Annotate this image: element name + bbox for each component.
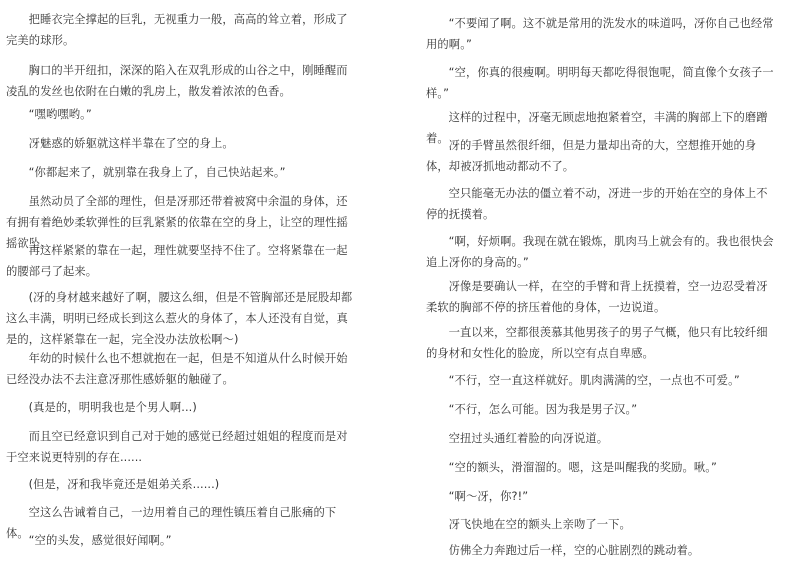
- paragraph: “嘿哟嘿哟。”: [28, 108, 92, 121]
- paragraph: 而且空已经意识到自己对于她的感觉已经超过姐姐的程度而是对于空来说更特别的存在......: [6, 430, 348, 464]
- paragraph: “不要闻了啊。这不就是常用的洗发水的味道吗，冴你自己也经常用的啊。”: [426, 17, 774, 51]
- paragraph: 这样的过程中，冴毫无顾虑地抱紧着空，丰满的胸部上下的磨蹭着。: [426, 111, 768, 145]
- paragraph: 把睡衣完全撑起的巨乳，无视重力一般，高高的耸立着，形成了完美的球形。: [6, 13, 348, 47]
- paragraph: 空这么告诫着自己，一边用着自己的理性镇压着自己胀痛的下体。: [6, 506, 337, 540]
- paragraph: 冴像是要确认一样，在空的手臂和背上抚摸着，空一边忍受着冴柔软的胸部不停的挤压着他的身体，一边说道。: [426, 280, 768, 314]
- paragraph: 空只能毫无办法的僵立着不动，冴进一步的开始在空的身体上不停的抚摸着。: [426, 187, 768, 221]
- paragraph: “不行，空一直这样就好。肌肉满满的空，一点也不可爱。”: [448, 374, 740, 387]
- paragraph: “啊，好烦啊。我现在就在锻炼，肌肉马上就会有的。我也很快会追上冴你的身高的。”: [426, 235, 774, 269]
- paragraph: “你都起来了，就别靠在我身上了，自己快站起来。”: [28, 166, 286, 179]
- paragraph: 仿佛全力奔跑过后一样，空的心脏剧烈的跳动着。: [448, 544, 700, 557]
- paragraph: 虽然动员了全部的理性，但是冴那还带着被窝中余温的身体，还有拥有着绝妙柔软弹性的巨乳紧紧的依靠在空的身上，让空的理性摇摇欲坠。: [6, 195, 348, 250]
- paragraph: “空的头发，感觉很好闻啊。”: [28, 534, 172, 547]
- paragraph: “空，你真的很瘦啊。明明每天都吃得很饱呢，简直像个女孩子一样。”: [426, 66, 774, 100]
- paragraph: 冴的手臂虽然很纤细，但是力量却出奇的大，空想推开她的身体，却被冴抓地动都动不了。: [426, 139, 757, 173]
- paragraph: “啊～冴，你?!”: [448, 490, 529, 503]
- paragraph: 冴飞快地在空的额头上亲吻了一下。: [448, 518, 631, 531]
- paragraph: (冴的身材越来越好了啊，腰这么细，但是不管胸部还是屁股却都这么丰满，明明已经成长到这么惹火的身体了，本人还没有自觉，真是的，这样紧靠在一起，完全没办法放松啊～): [6, 291, 353, 346]
- paragraph: 胸口的半开纽扣，深深的陷入在双乳形成的山谷之中，刚睡醒而凌乱的发丝也依附在白嫩的乳房上，散发着浓浓的色香。: [6, 64, 348, 98]
- paragraph: “空的额头，滑溜溜的。嗯，这是叫醒我的奖励。啾。”: [448, 461, 717, 474]
- paragraph: 空扭过头通红着脸的向冴说道。: [448, 432, 609, 445]
- paragraph: “不行，怎么可能。因为我是男子汉。”: [448, 403, 638, 416]
- paragraph: 年幼的时候什么也不想就抱在一起，但是不知道从什么时候开始已经没办法不去注意冴那性感娇躯的触碰了。: [6, 352, 348, 386]
- paragraph: (真是的，明明我也是个男人啊...): [28, 401, 197, 414]
- paragraph: (但是，冴和我毕竟还是姐弟关系......): [28, 478, 220, 491]
- paragraph: 冴魅惑的娇躯就这样半靠在了空的身上。: [28, 137, 234, 150]
- paragraph: 一直以来，空都很羡慕其他男孩子的男子气概，他只有比较纤细的身材和女性化的脸庞，所以空有点自卑感。: [426, 326, 768, 360]
- paragraph: 再这样紧紧的靠在一起，理性就要坚持不住了。空将紧靠在一起的腰部弓了起来。: [6, 244, 348, 278]
